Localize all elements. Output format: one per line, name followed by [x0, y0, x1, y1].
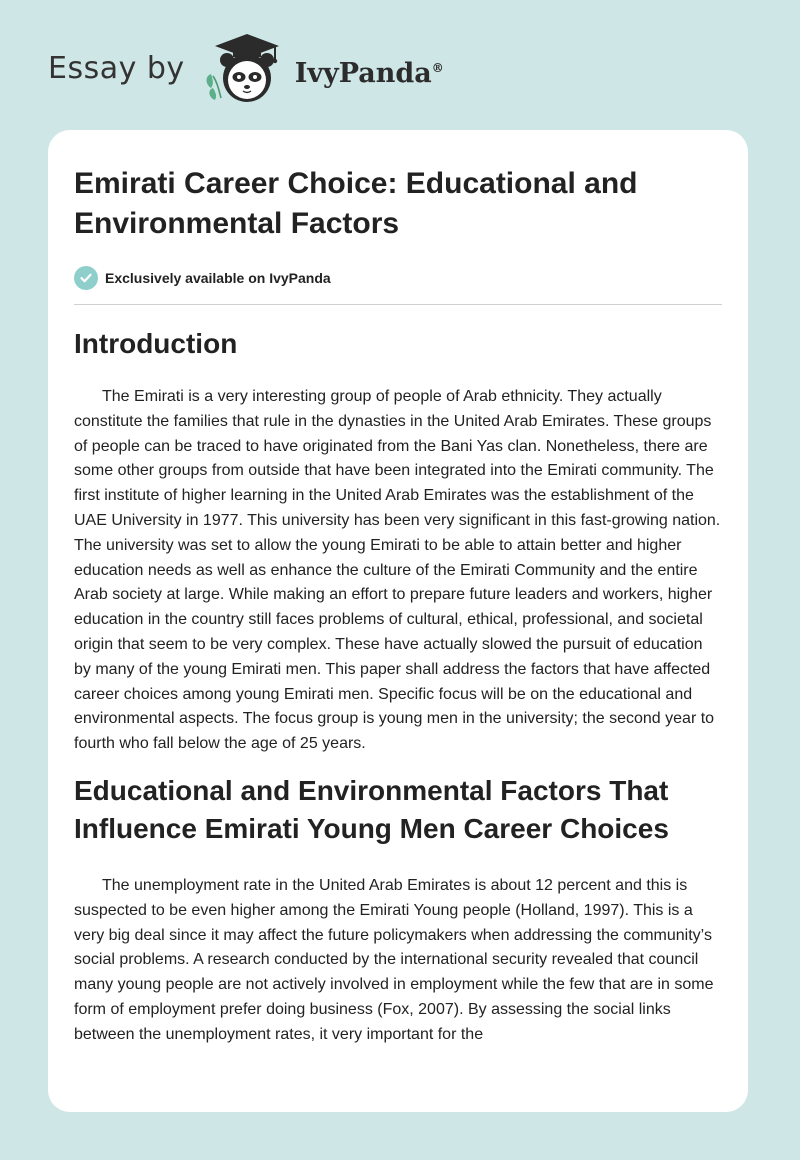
article-content: [74, 164, 722, 1048]
registered-mark: ®: [431, 60, 444, 75]
section-paragraph-factors: The unemployment rate in the United Arab Emirates is about 12 percent and this is suspected to be even higher among the Emirati Young people (Holland, 1997). This is a very big deal since it may affect the future policymakers when addressing the community’s social problems. A research conducted by the international security revealed that council many young people are not actively involved in employment while the few that are in some form of employment prefer doing business (Fox, 2007). By assessing the social links between the unemployment rates, it very important for the: [74, 876, 714, 1043]
section-heading-factors: Educational and Environmental Factors That Influence Emirati Young Men Career Choices: [74, 774, 669, 844]
exclusive-badge-label: Exclusively available on IvyPanda: [105, 270, 331, 286]
exclusive-badge: [74, 266, 722, 305]
brand-name[interactable]: IvyPanda®: [294, 57, 444, 89]
article-title: Emirati Career Choice: Educational and Environmental Factors: [74, 167, 638, 240]
site-header: [48, 30, 444, 110]
check-circle-icon: [74, 266, 98, 290]
section-paragraph-introduction: The Emirati is a very interesting group of people of Arab ethnicity. They actually constitute the families that rule in the dynasties in the United Arab Emirates. These groups of people can be traced to have originated from the Bani Yas clan. Nonetheless, there are some other groups from outside that have been integrated into the Emirati community. The first institute of higher learning in the United Arab Emirates was the establishment of the UAE University in 1977. This university has been very significant in this fast-growing nation. The university was set to allow the young Emirati to be able to attain better and higher education needs as well as enhance the culture of the Emirati Community and the entire Arab society at large. While making an effort to prepare future leaders and workers, higher education in the country still faces problems of cultural, ethical, professional, and societal origin that seem to be very complex. These have actually slowed the pursuit of education by many of the young Emirati men. This paper shall address the factors that have affected career choices among young Emirati men. Specific focus will be on the educational and environmental aspects. The focus group is young men in the university; the second year to fourth who fall below the age of 25 years.: [74, 388, 721, 753]
ivypanda-logo-icon[interactable]: [199, 30, 289, 110]
article-card: [48, 130, 748, 1112]
section-heading-introduction: Introduction: [74, 328, 238, 359]
essay-by-label: Essay by: [48, 50, 185, 86]
